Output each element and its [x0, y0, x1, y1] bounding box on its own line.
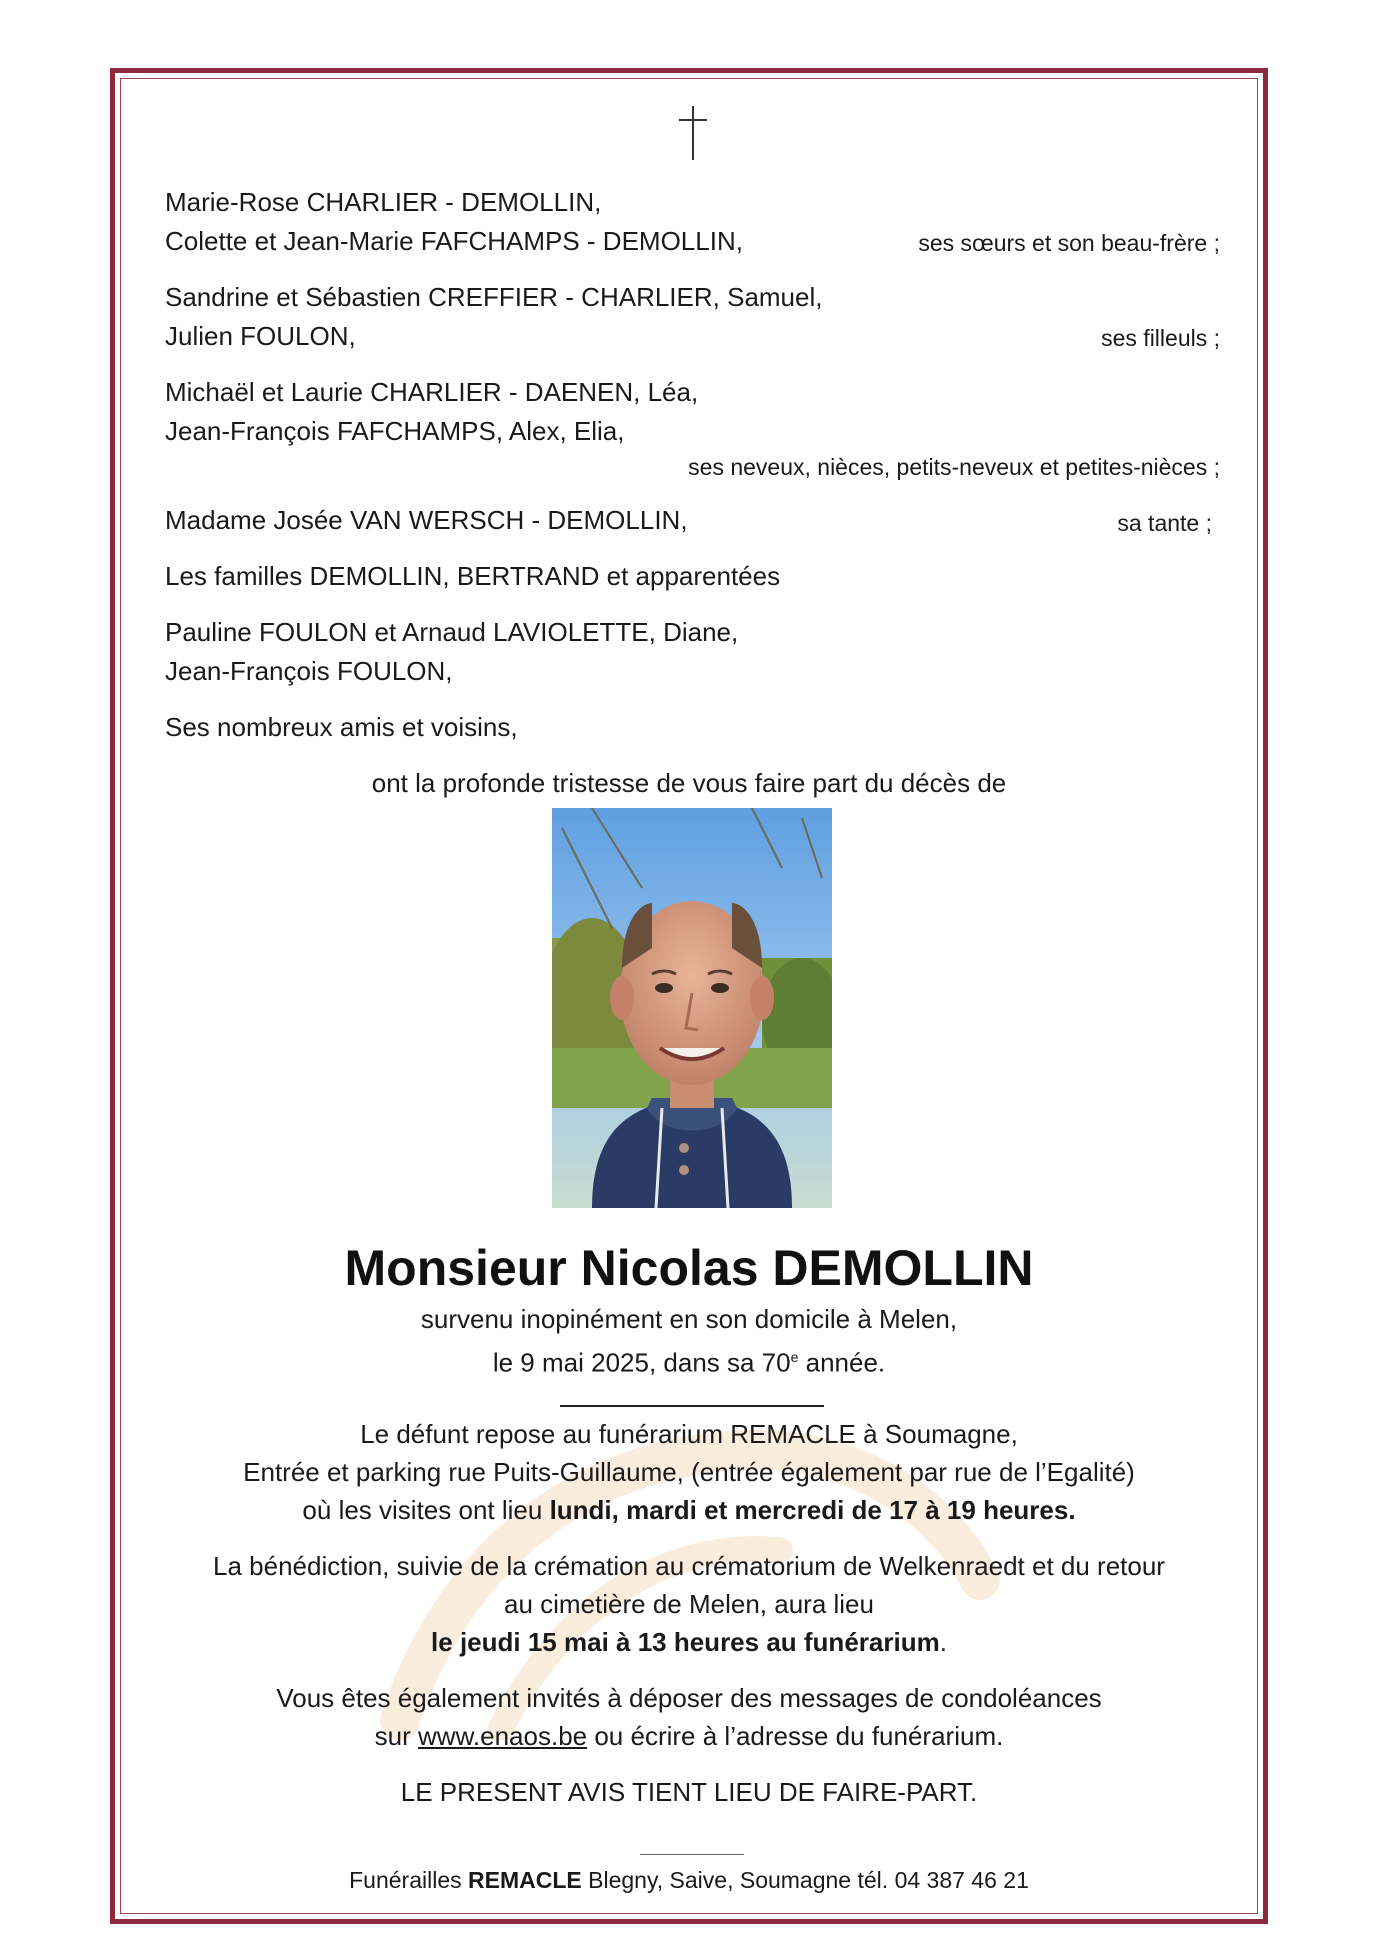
family-line: Madame Josée VAN WERSCH - DEMOLLIN,: [165, 505, 688, 535]
condolence-info: Vous êtes également invités à déposer des messages de condoléances: [276, 1683, 1102, 1713]
family-line: Pauline FOULON et Arnaud LAVIOLETTE, Diane,: [165, 617, 739, 647]
ceremony-description: au cimetière de Melen, aura lieu: [504, 1589, 874, 1619]
family-line: Marie-Rose CHARLIER - DEMOLLIN,: [165, 187, 602, 217]
death-date: le 9 mai 2025, dans sa 70e année.: [492, 1347, 886, 1378]
family-line: Jean-François FAFCHAMPS, Alex, Elia,: [165, 416, 625, 446]
ceremony-description: La bénédiction, suivie de la crémation au crématorium de Welkenraedt et du retour: [213, 1551, 1165, 1581]
family-line: Ses nombreux amis et voisins,: [165, 712, 518, 742]
family-line: Les familles DEMOLLIN, BERTRAND et apparentées: [165, 561, 781, 591]
condolence-link[interactable]: www.enaos.be: [418, 1721, 588, 1751]
notice: LE PRESENT AVIS TIENT LIEU DE FAIRE-PART.: [400, 1777, 978, 1807]
footer-divider: [640, 1854, 744, 1855]
footer: Funérailles REMACLE Blegny, Saive, Soumagne tél. 04 387 46 21: [349, 1867, 1029, 1893]
visit-entrance: Entrée et parking rue Puits-Guillaume, (entrée également par rue de l’Egalité): [243, 1457, 1135, 1487]
cross-icon: [676, 104, 710, 162]
relation-label: ses filleuls ;: [1101, 325, 1220, 351]
family-line: Michaël et Laurie CHARLIER - DAENEN, Léa,: [165, 377, 699, 407]
condolence-info: sur www.enaos.be ou écrire à l’adresse du funérarium.: [374, 1721, 1004, 1751]
portrait-photo: [552, 808, 832, 1208]
family-line: Colette et Jean-Marie FAFCHAMPS - DEMOLLIN,: [165, 226, 743, 256]
family-line: Sandrine et Sébastien CREFFIER - CHARLIER, Samuel,: [165, 282, 823, 312]
family-line: Jean-François FOULON,: [165, 656, 453, 686]
visit-location: Le défunt repose au funérarium REMACLE à Soumagne,: [360, 1419, 1018, 1449]
ceremony-date: le jeudi 15 mai à 13 heures au funérarium.: [431, 1627, 947, 1657]
visit-hours: où les visites ont lieu lundi, mardi et mercredi de 17 à 19 heures.: [302, 1495, 1076, 1525]
family-line: Julien FOULON,: [165, 321, 356, 351]
death-circumstance: survenu inopinément en son domicile à Melen,: [420, 1304, 958, 1334]
relation-label: sa tante ;: [1117, 510, 1212, 536]
relation-label: ses neveux, nièces, petits-neveux et petites-nièces ;: [688, 454, 1220, 480]
announcement: ont la profonde tristesse de vous faire part du décès de: [371, 768, 1007, 798]
relation-label: ses sœurs et son beau-frère ;: [918, 230, 1220, 256]
divider: [560, 1405, 824, 1407]
deceased-name: Monsieur Nicolas DEMOLLIN: [344, 1240, 1034, 1296]
